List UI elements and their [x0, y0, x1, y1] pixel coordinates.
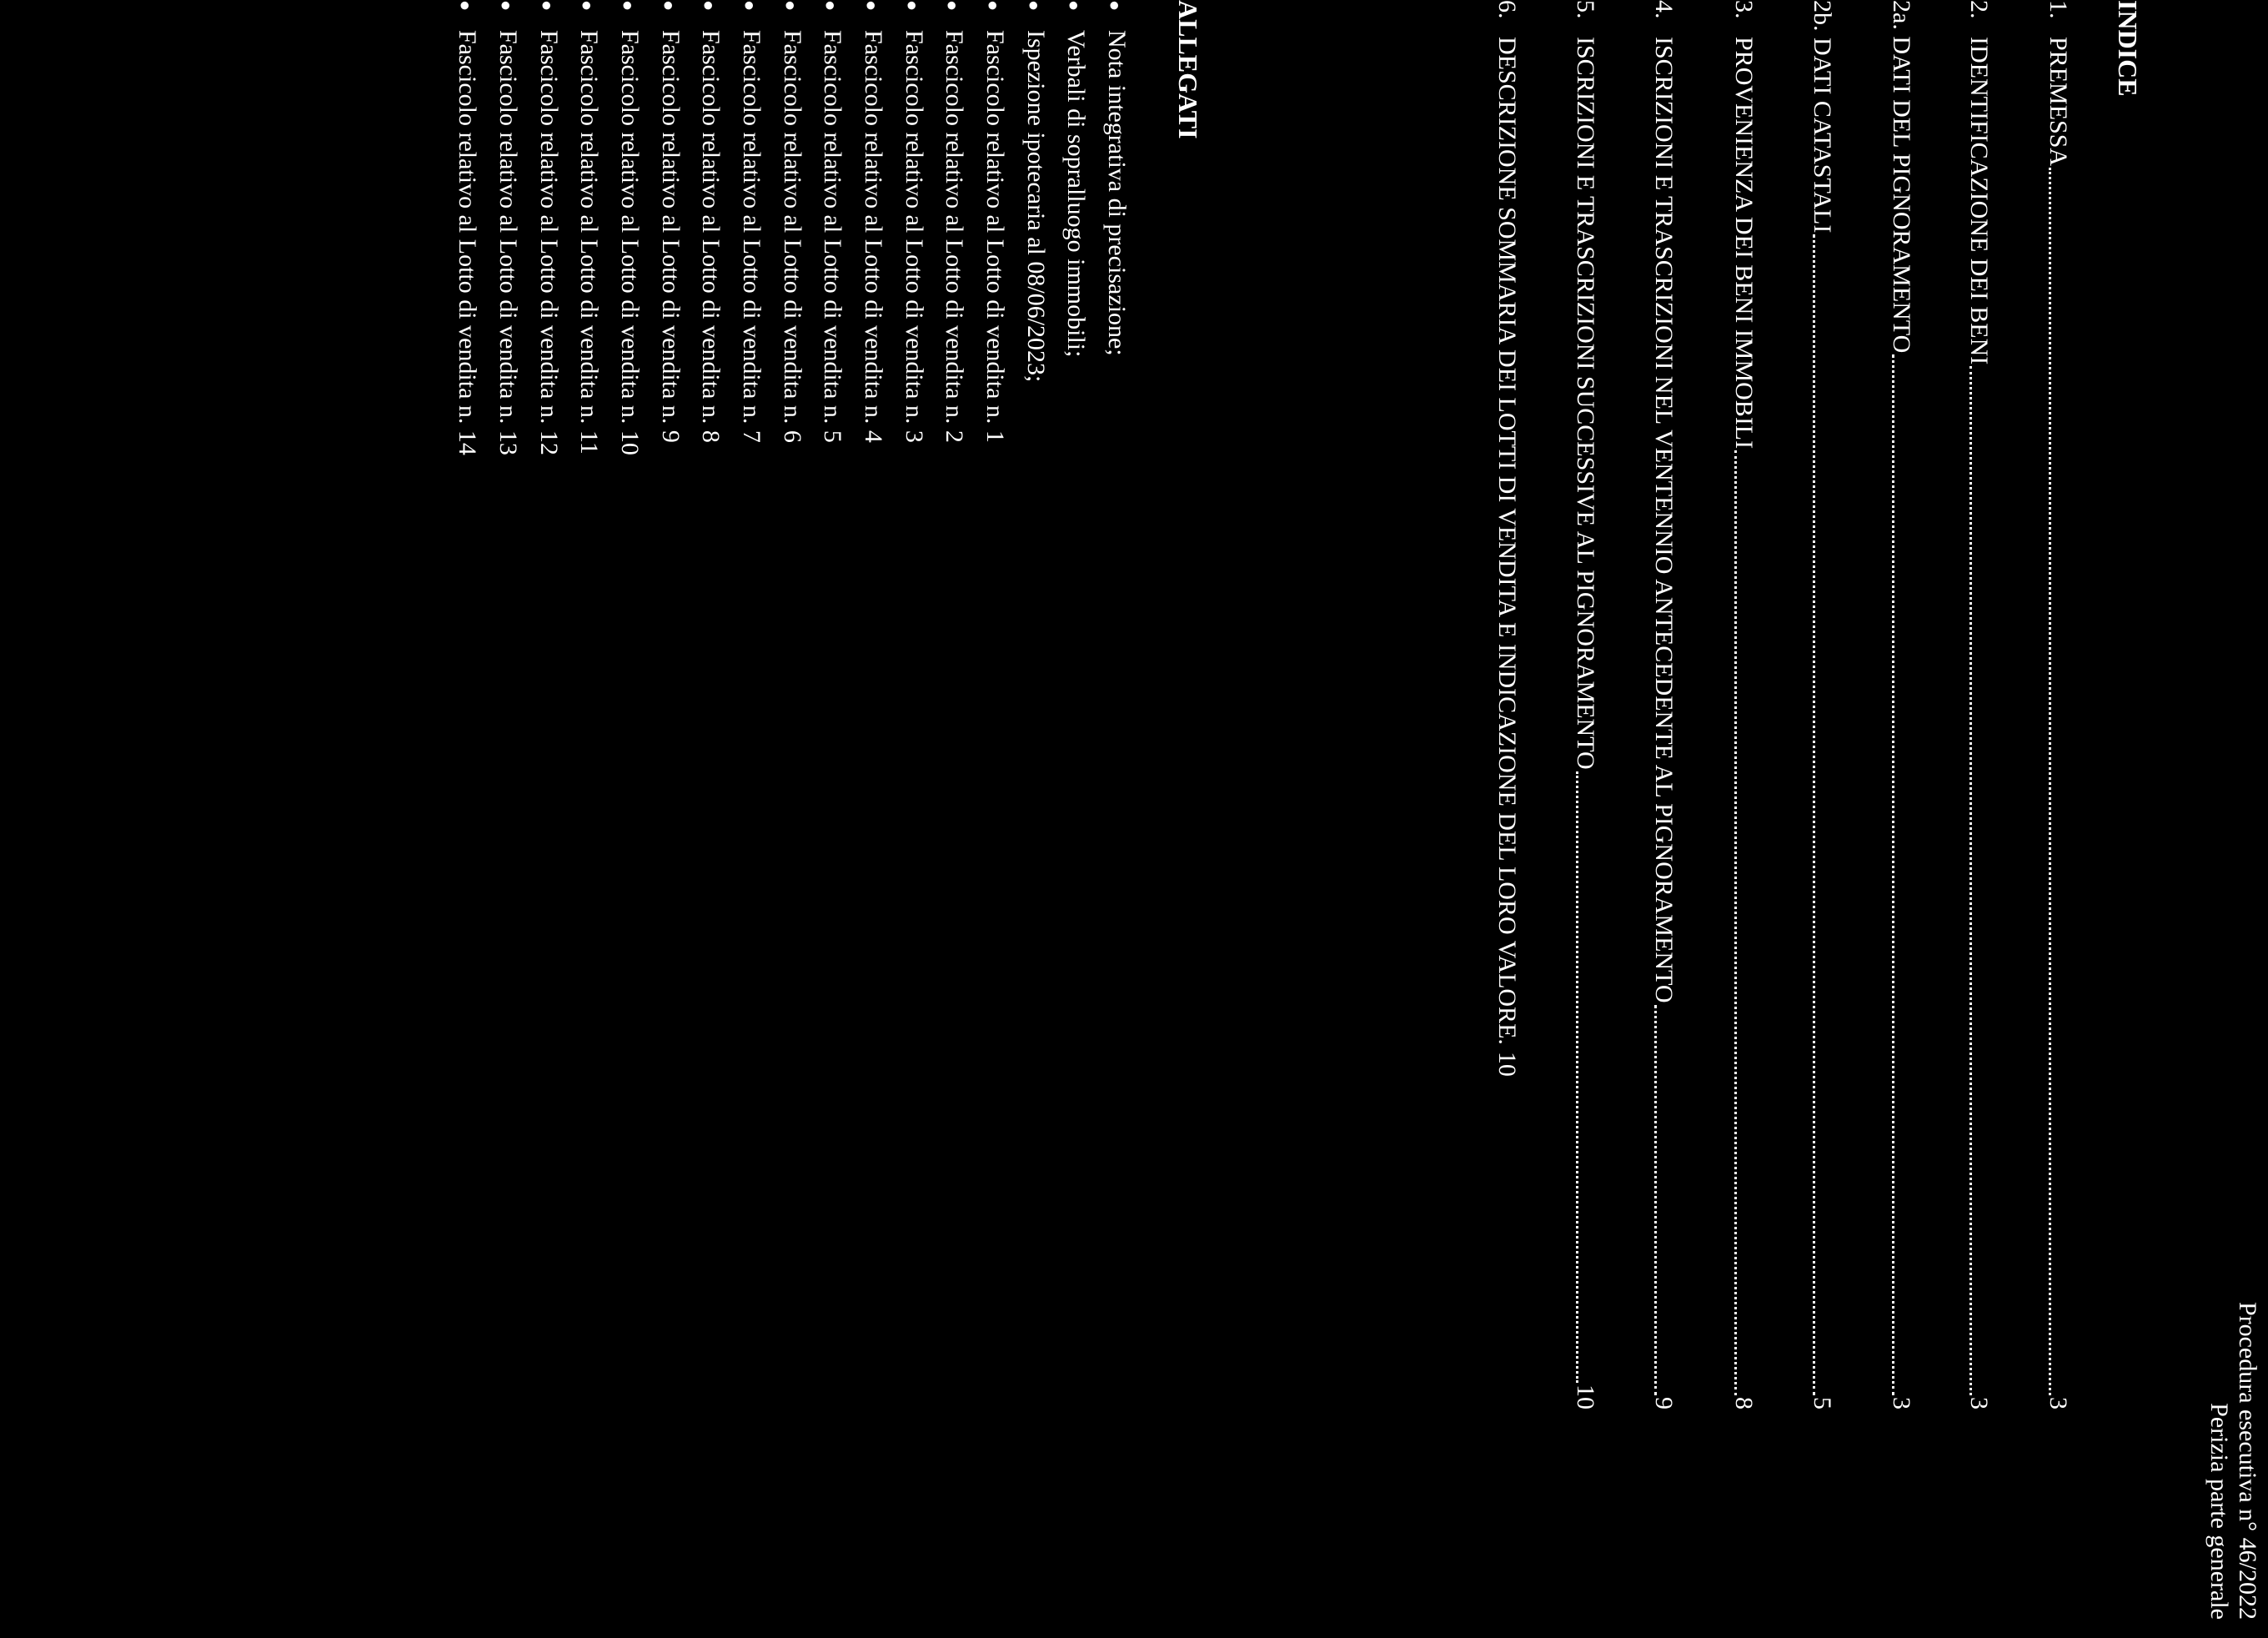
- toc-item-number: 2.: [1965, 0, 1993, 19]
- toc-item-number: 6.: [1493, 0, 1521, 19]
- toc-item: [1885, 0, 1915, 1409]
- bullet-icon: ●: [820, 0, 841, 12]
- toc-item-page: 3: [1965, 1397, 1993, 1409]
- bullet-icon: ●: [1105, 0, 1126, 12]
- attachment-label: Fascicolo relativo al Lotto di vendita n. 5: [819, 30, 846, 443]
- attachment-item: [451, 0, 481, 455]
- bullet-icon: ●: [942, 0, 963, 12]
- toc-item-page: 10: [1493, 1051, 1521, 1077]
- attachment-item: [776, 0, 806, 443]
- attachment-label: Ispezione ipotecaria al 08/06/2023;: [1022, 30, 1050, 383]
- toc-leader: [1734, 450, 1738, 1395]
- bullet-icon: ●: [618, 0, 639, 12]
- bullet-icon: ●: [740, 0, 760, 12]
- toc-item-label: PREMESSA: [2045, 37, 2072, 167]
- bullet-icon: ●: [1024, 0, 1045, 12]
- toc-item: [1728, 0, 1758, 1409]
- toc-item-number: 4.: [1650, 0, 1678, 19]
- bullet-icon: ●: [659, 0, 680, 12]
- toc-item-label: IDENTIFICAZIONE DEI BENI: [1965, 37, 1993, 365]
- toc-item-page: 8: [1730, 1397, 1758, 1409]
- toc-leader: [1969, 366, 1973, 1395]
- attachment-item: [614, 0, 644, 455]
- toc-leader: [2049, 168, 2052, 1395]
- toc-item-page: 5: [1809, 1397, 1836, 1409]
- toc-item-page: 10: [1572, 1384, 1599, 1409]
- toc-leader: [1654, 1005, 1658, 1395]
- toc-item-page: 3: [2045, 1397, 2072, 1409]
- attachment-item: [1060, 0, 1090, 357]
- toc-item-page: 9: [1650, 1397, 1678, 1409]
- bullet-icon: ●: [577, 0, 598, 12]
- header-procedure: Procedura esecutiva n° 46/2022: [2234, 1301, 2261, 1620]
- toc-item-number: 1.: [2045, 0, 2072, 19]
- header-subtitle: Perizia parte generale: [2205, 1403, 2233, 1620]
- attachment-item: [1101, 0, 1131, 356]
- toc-item: [1806, 0, 1836, 1409]
- toc-leader: [1576, 771, 1579, 1383]
- bullet-icon: ●: [537, 0, 558, 12]
- toc-item-number: 3.: [1730, 0, 1758, 19]
- attachments-title: ALLEGATI: [1173, 0, 1203, 139]
- attachment-label: Fascicolo relativo al Lotto di vendita n. 4: [860, 30, 887, 443]
- attachment-item: [695, 0, 725, 443]
- toc-item-label: 2b. DATI CATASTALI: [1809, 0, 1836, 234]
- toc-item: [1963, 0, 1993, 1409]
- bullet-icon: ●: [699, 0, 720, 12]
- toc-item-page: 3: [1888, 1397, 1915, 1409]
- attachment-label: Fascicolo relativo al Lotto di vendita n. 7: [738, 30, 765, 443]
- attachment-label: Fascicolo relativo al Lotto di vendita n. 14: [454, 30, 481, 455]
- toc-item-label: DESCRIZIONE SOMMARIA DEI LOTTI DI VENDITA E INDICAZIONE DEL LORO VALORE.: [1493, 37, 1521, 1045]
- bullet-icon: ●: [902, 0, 923, 12]
- attachment-item: [857, 0, 887, 443]
- attachment-label: Fascicolo relativo al Lotto di vendita n. 8: [697, 30, 725, 443]
- attachment-label: Fascicolo relativo al Lotto di vendita n. 10: [616, 30, 644, 455]
- toc-item: [1648, 0, 1678, 1409]
- attachment-label: Fascicolo relativo al Lotto di vendita n. 11: [575, 30, 603, 455]
- toc-item-label: 2a. DATI DEL PIGNORAMENTO: [1888, 0, 1915, 354]
- attachment-item: [735, 0, 765, 443]
- toc-leader: [1813, 234, 1816, 1395]
- attachment-label: Fascicolo relativo al Lotto di vendita n. 3: [901, 30, 928, 443]
- toc-item: [1491, 0, 1521, 1409]
- attachment-label: Nota integrativa di precisazione;: [1103, 30, 1131, 356]
- attachment-item: [816, 0, 846, 443]
- attachment-item: [573, 0, 603, 455]
- attachment-item: [1020, 0, 1050, 382]
- attachment-label: Fascicolo relativo al Lotto di vendita n. 12: [535, 30, 563, 455]
- bullet-icon: ●: [861, 0, 882, 12]
- attachment-label: Verbali di sopralluogo immobili;: [1062, 30, 1090, 358]
- toc-item-label: ISCRIZIONI E TRASCRIZIONI SUCCESSIVE AL PIGNORAMENTO: [1572, 37, 1599, 770]
- toc-item-label: PROVENIENZA DEI BENI IMMOBILI: [1730, 37, 1758, 450]
- toc-item: [2042, 0, 2072, 1409]
- attachment-item: [979, 0, 1009, 443]
- attachment-label: Fascicolo relativo al Lotto di vendita n. 1: [981, 30, 1009, 443]
- bullet-icon: ●: [455, 0, 476, 12]
- attachment-item: [533, 0, 563, 455]
- attachment-label: Fascicolo relativo al Lotto di vendita n. 9: [657, 30, 685, 443]
- attachment-label: Fascicolo relativo al Lotto di vendita n. 2: [941, 30, 968, 443]
- bullet-icon: ●: [780, 0, 801, 12]
- bullet-icon: ●: [496, 0, 517, 12]
- toc-item-label: ISCRIZIONI E TRASCRIZIONI NEL VENTENNIO ANTECEDENTE AL PIGNORAMENTO: [1650, 37, 1678, 1003]
- bullet-icon: ●: [1064, 0, 1085, 12]
- attachment-item: [938, 0, 968, 443]
- bullet-icon: ●: [983, 0, 1004, 12]
- attachment-item: [492, 0, 522, 455]
- attachment-item: [655, 0, 685, 443]
- toc-item: [1569, 0, 1599, 1409]
- attachment-label: Fascicolo relativo al Lotto di vendita n. 6: [779, 30, 806, 443]
- toc-title: INDICE: [2113, 0, 2143, 97]
- toc-leader: [1892, 354, 1895, 1395]
- attachment-item: [898, 0, 928, 443]
- toc-item-number: 5.: [1572, 0, 1599, 19]
- attachment-label: Fascicolo relativo al Lotto di vendita n. 13: [494, 30, 522, 455]
